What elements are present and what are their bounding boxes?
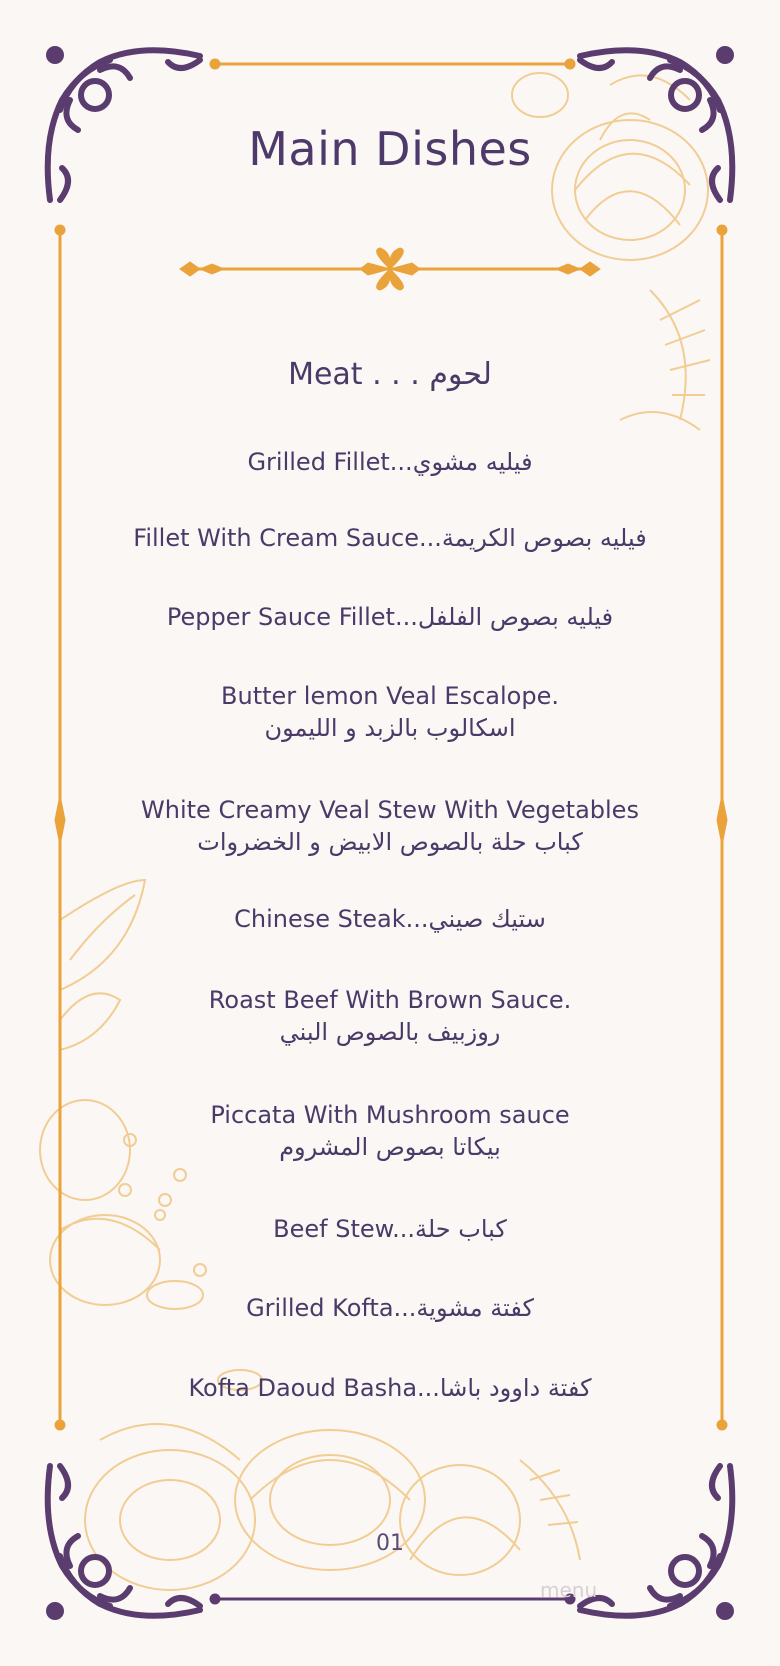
menu-item-name: Kofta Daoud Basha...كفتة داوود باشا xyxy=(188,1374,592,1402)
menu-item xyxy=(60,1099,720,1163)
menu-item xyxy=(60,446,720,478)
menu-item-name: Chinese Steak...ستيك صيني xyxy=(234,905,546,933)
flourish-divider-icon xyxy=(180,248,600,290)
menu-item xyxy=(60,794,720,858)
menu-item xyxy=(60,522,720,554)
menu-item-name-arabic: روزبيف بالصوص البني xyxy=(279,1018,501,1046)
watermark: menu xyxy=(540,1578,598,1602)
menu-item xyxy=(60,984,720,1048)
menu-item-name: Roast Beef With Brown Sauce. xyxy=(208,986,572,1014)
menu-item xyxy=(60,680,720,744)
menu-item-name: Fillet With Cream Sauce...فيليه بصوص الكريمة xyxy=(133,524,647,552)
menu-item-name: Butter lemon Veal Escalope. xyxy=(221,682,559,710)
menu-item xyxy=(60,1292,720,1324)
menu-item xyxy=(60,601,720,633)
menu-item xyxy=(60,1213,720,1245)
bottom-rule xyxy=(211,1595,574,1603)
menu-item-name: Beef Stew...كباب حلة xyxy=(273,1215,507,1243)
menu-item-name: Pepper Sauce Fillet...فيليه بصوص الفلفل xyxy=(166,603,614,631)
menu-item xyxy=(60,1372,720,1404)
menu-item-name: Piccata With Mushroom sauce xyxy=(210,1101,570,1129)
menu-item-name-arabic: كباب حلة بالصوص الابيض و الخضروات xyxy=(197,828,583,856)
page-title: Main Dishes xyxy=(248,122,532,176)
menu-item xyxy=(60,903,720,935)
menu-item-name: White Creamy Veal Stew With Vegetables xyxy=(141,796,639,824)
page-number: 01 xyxy=(376,1531,404,1556)
menu-item-name-arabic: اسكالوب بالزبد و الليمون xyxy=(264,714,516,742)
section-title-meat: Meat . . . لحوم xyxy=(288,357,492,392)
menu-item-name: Grilled Kofta...كفتة مشوية xyxy=(246,1294,534,1322)
menu-item-name-arabic: بيكاتا بصوص المشروم xyxy=(279,1133,501,1161)
menu-item-name: Grilled Fillet...فيليه مشوي xyxy=(247,448,533,476)
